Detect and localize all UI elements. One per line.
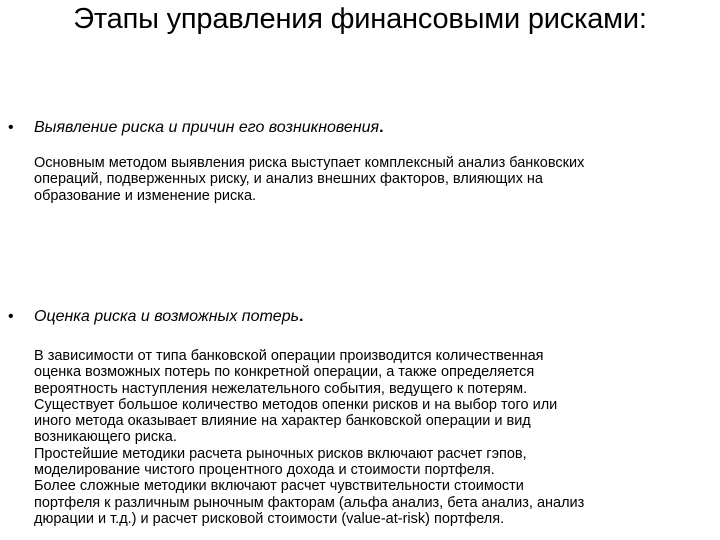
bullet-body-text: В зависимости от типа банковской операции производится количественная оценка возможных потерь по конкретной операции, а также определяется вероятность наступления нежелательного события, ведущего к потерям. Существует большое количество методов опенки рисков и на выбор того или иного метода оказывает влияние на характер банковской операции и вид возникающего риска. Простейшие методики расчета рыночных рисков включают расчет гэпов, моделирование чистого процентного дохода и стоимости портфеля. Более сложные методики включают расчет чувствительности стоимости портфеля к различным рыночным факторам (альфа анализ, бета анализ, анализ дюрации и т.д.) и расчет рисковой стоимости (value-at-risk) портфеля. xyxy=(34,348,585,527)
bullet-heading-period: . xyxy=(299,308,304,325)
bullet-marker: • xyxy=(8,308,14,325)
bullet-item-risk-assessment xyxy=(8,307,714,527)
bullet-heading-period: . xyxy=(379,119,384,136)
slide-title: Этапы управления финансовыми рисками: xyxy=(73,3,647,35)
bullet-heading xyxy=(34,307,303,327)
bullet-marker: • xyxy=(8,119,14,136)
bullet-heading-row xyxy=(8,307,714,327)
bullet-item-risk-identification xyxy=(8,118,714,204)
bullet-heading-row xyxy=(8,118,714,138)
bullet-heading xyxy=(34,118,384,138)
bullet-body-text: Основным методом выявления риска выступает комплексный анализ банковских операций, подверженных риску, и анализ внешних факторов, влияющих на образование и изменение риска. xyxy=(34,155,585,204)
bullet-heading-text: Выявление риска и причин его возникновения xyxy=(34,119,380,136)
bullet-heading-text: Оценка риска и возможных потерь xyxy=(34,308,299,325)
